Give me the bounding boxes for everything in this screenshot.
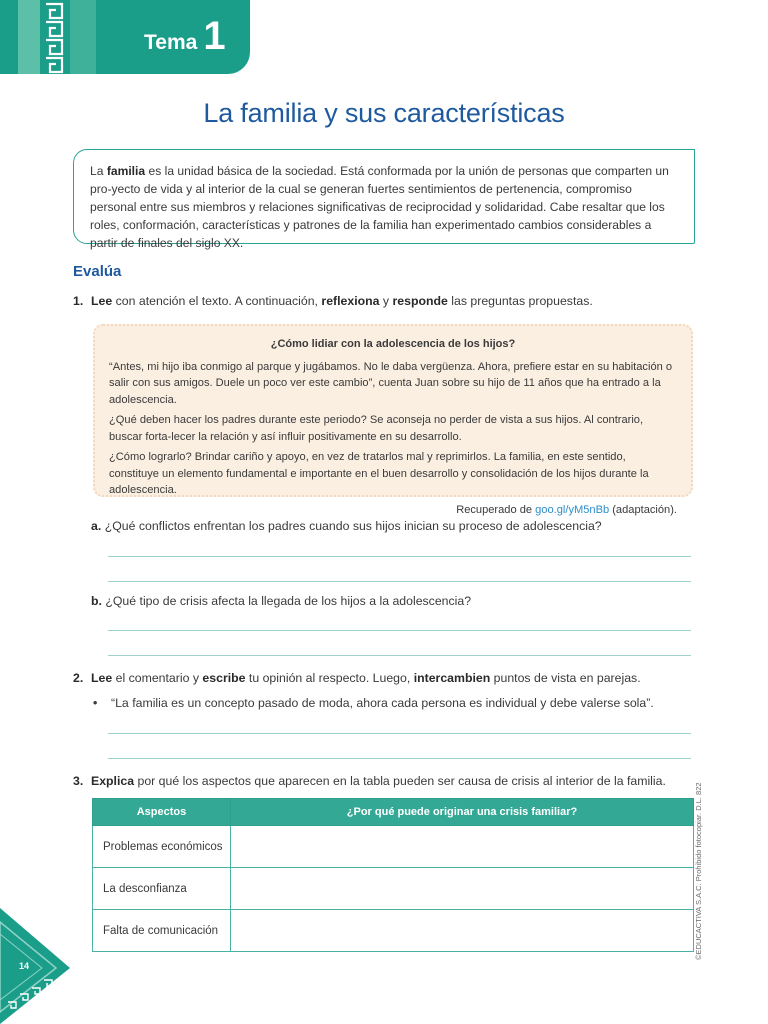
verb: Lee [91,671,113,685]
question-3 [73,774,666,788]
source-link[interactable]: goo.gl/yM5nBb [535,503,610,516]
intro-box [73,149,695,250]
answer-line[interactable] [108,655,691,656]
reading-title: ¿Cómo lidiar con la adolescencia de los hijos? [270,338,516,350]
answer-line[interactable] [108,630,691,631]
theme-number: 1 [203,14,226,58]
answer-line[interactable] [108,581,691,582]
page-title: La familia y sus características [203,98,565,128]
text: tu opinión al respecto. Luego, [245,671,414,685]
text: con atención el texto. A continuación, [112,294,322,308]
question-number: 2. [73,671,84,685]
copyright-note: ©EDUCACTIVA S.A.C. Prohibido fotocopiar. D.L. 822 [694,782,703,960]
question-number: 1. [73,294,84,308]
bullet-icon: • [93,696,98,710]
aspect-cell: Falta de comunicación [93,910,231,952]
subquestion-label: b. [91,594,102,608]
text: las preguntas propuestas. [447,294,593,308]
header-stripe [70,0,96,74]
text: por qué los aspectos que aparecen en la tabla pueden ser causa de crisis al interior de la familia. [134,774,666,788]
comment-bullet [93,696,654,710]
table-header: Aspectos [93,799,231,826]
intro-lead: La [90,164,107,178]
table-row [93,868,694,910]
text: puntos de vista en parejas. [490,671,641,685]
subquestion-text: ¿Qué conflictos enfrentan los padres cuando sus hijos inician su proceso de adolescencia? [104,519,602,533]
subquestion-a [91,519,602,533]
verb: Explica [91,774,135,788]
text: y [379,294,393,308]
answer-line[interactable] [108,556,691,557]
subquestion-b [91,594,471,608]
reading-box [93,324,693,516]
verb: Lee [91,294,113,308]
page-number: 14 [19,961,30,971]
table-row [93,826,694,868]
section-title: Evalúa [73,263,122,280]
reading-paragraph: ¿Cómo lograrlo? Brindar cariño y apoyo, en vez de tratarlos mal y reprimirlos. La familia, en este sentido, constituye un elemento fundamental e importante en el buen desarrollo y consolidación de los hijos durante la adolescencia. [109,451,649,496]
source-text: Recuperado de [456,503,536,516]
aspect-cell: Problemas económicos [93,826,231,868]
answer-cell[interactable] [231,826,694,868]
verb: reflexiona [321,294,380,308]
answer-line[interactable] [108,733,691,734]
question-2 [73,671,641,685]
question-1 [73,294,593,308]
corner-decoration-icon [0,908,70,1024]
table-header: ¿Por qué puede originar una crisis familiar? [231,799,694,826]
greek-key-pattern-icon [2,0,68,74]
reading-source [109,502,677,519]
verb: intercambien [413,671,491,685]
intro-keyword: familia [106,164,146,178]
comment-text: “La familia es un concepto pasado de moda, ahora cada persona es individual y debe valerse sola”. [111,696,654,710]
theme-word: Tema [144,31,198,54]
verb: escribe [202,671,246,685]
reading-paragraph: “Antes, mi hijo iba conmigo al parque y jugábamos. No le daba vergüenza. Ahora, prefiere estar en su habitación o salir con sus amigos. Duele un poco ver este cambio”, cuenta Juan sobre su hijo de 11 años que ha entrado a la adolescencia. [109,360,673,406]
aspects-table [92,798,694,952]
aspect-cell: La desconfianza [93,868,231,910]
verb: responde [392,294,448,308]
text: el comentario y [112,671,203,685]
table-row [93,910,694,952]
intro-body: es la unidad básica de la sociedad. Está conformada por la unión de personas que comparten un pro-yecto de vida y al interior de la cual se generan fuertes sentimientos de pertenencia, compromiso personal entre sus miembros y relaciones significativas de reciprocidad y solidaridad. Cabe resaltar que los roles, conformación, características y patrones de la familia han experimentado cambios considerables a partir de finales del siglo XX. [90,164,669,250]
reading-paragraph: ¿Qué deben hacer los padres durante este periodo? Se aconseja no perder de vista a sus hijos. Al contrario, buscar forta-lecer la relación y así influir positivamente en su desarrollo. [109,414,644,443]
source-text: (adaptación). [609,503,677,516]
subquestion-text: ¿Qué tipo de crisis afecta la llegada de los hijos a la adolescencia? [105,594,472,608]
subquestion-label: a. [91,519,102,533]
question-number: 3. [73,774,84,788]
answer-cell[interactable] [231,910,694,952]
answer-line[interactable] [108,758,691,759]
theme-label [144,16,226,56]
table-header-row [93,799,694,826]
answer-cell[interactable] [231,868,694,910]
